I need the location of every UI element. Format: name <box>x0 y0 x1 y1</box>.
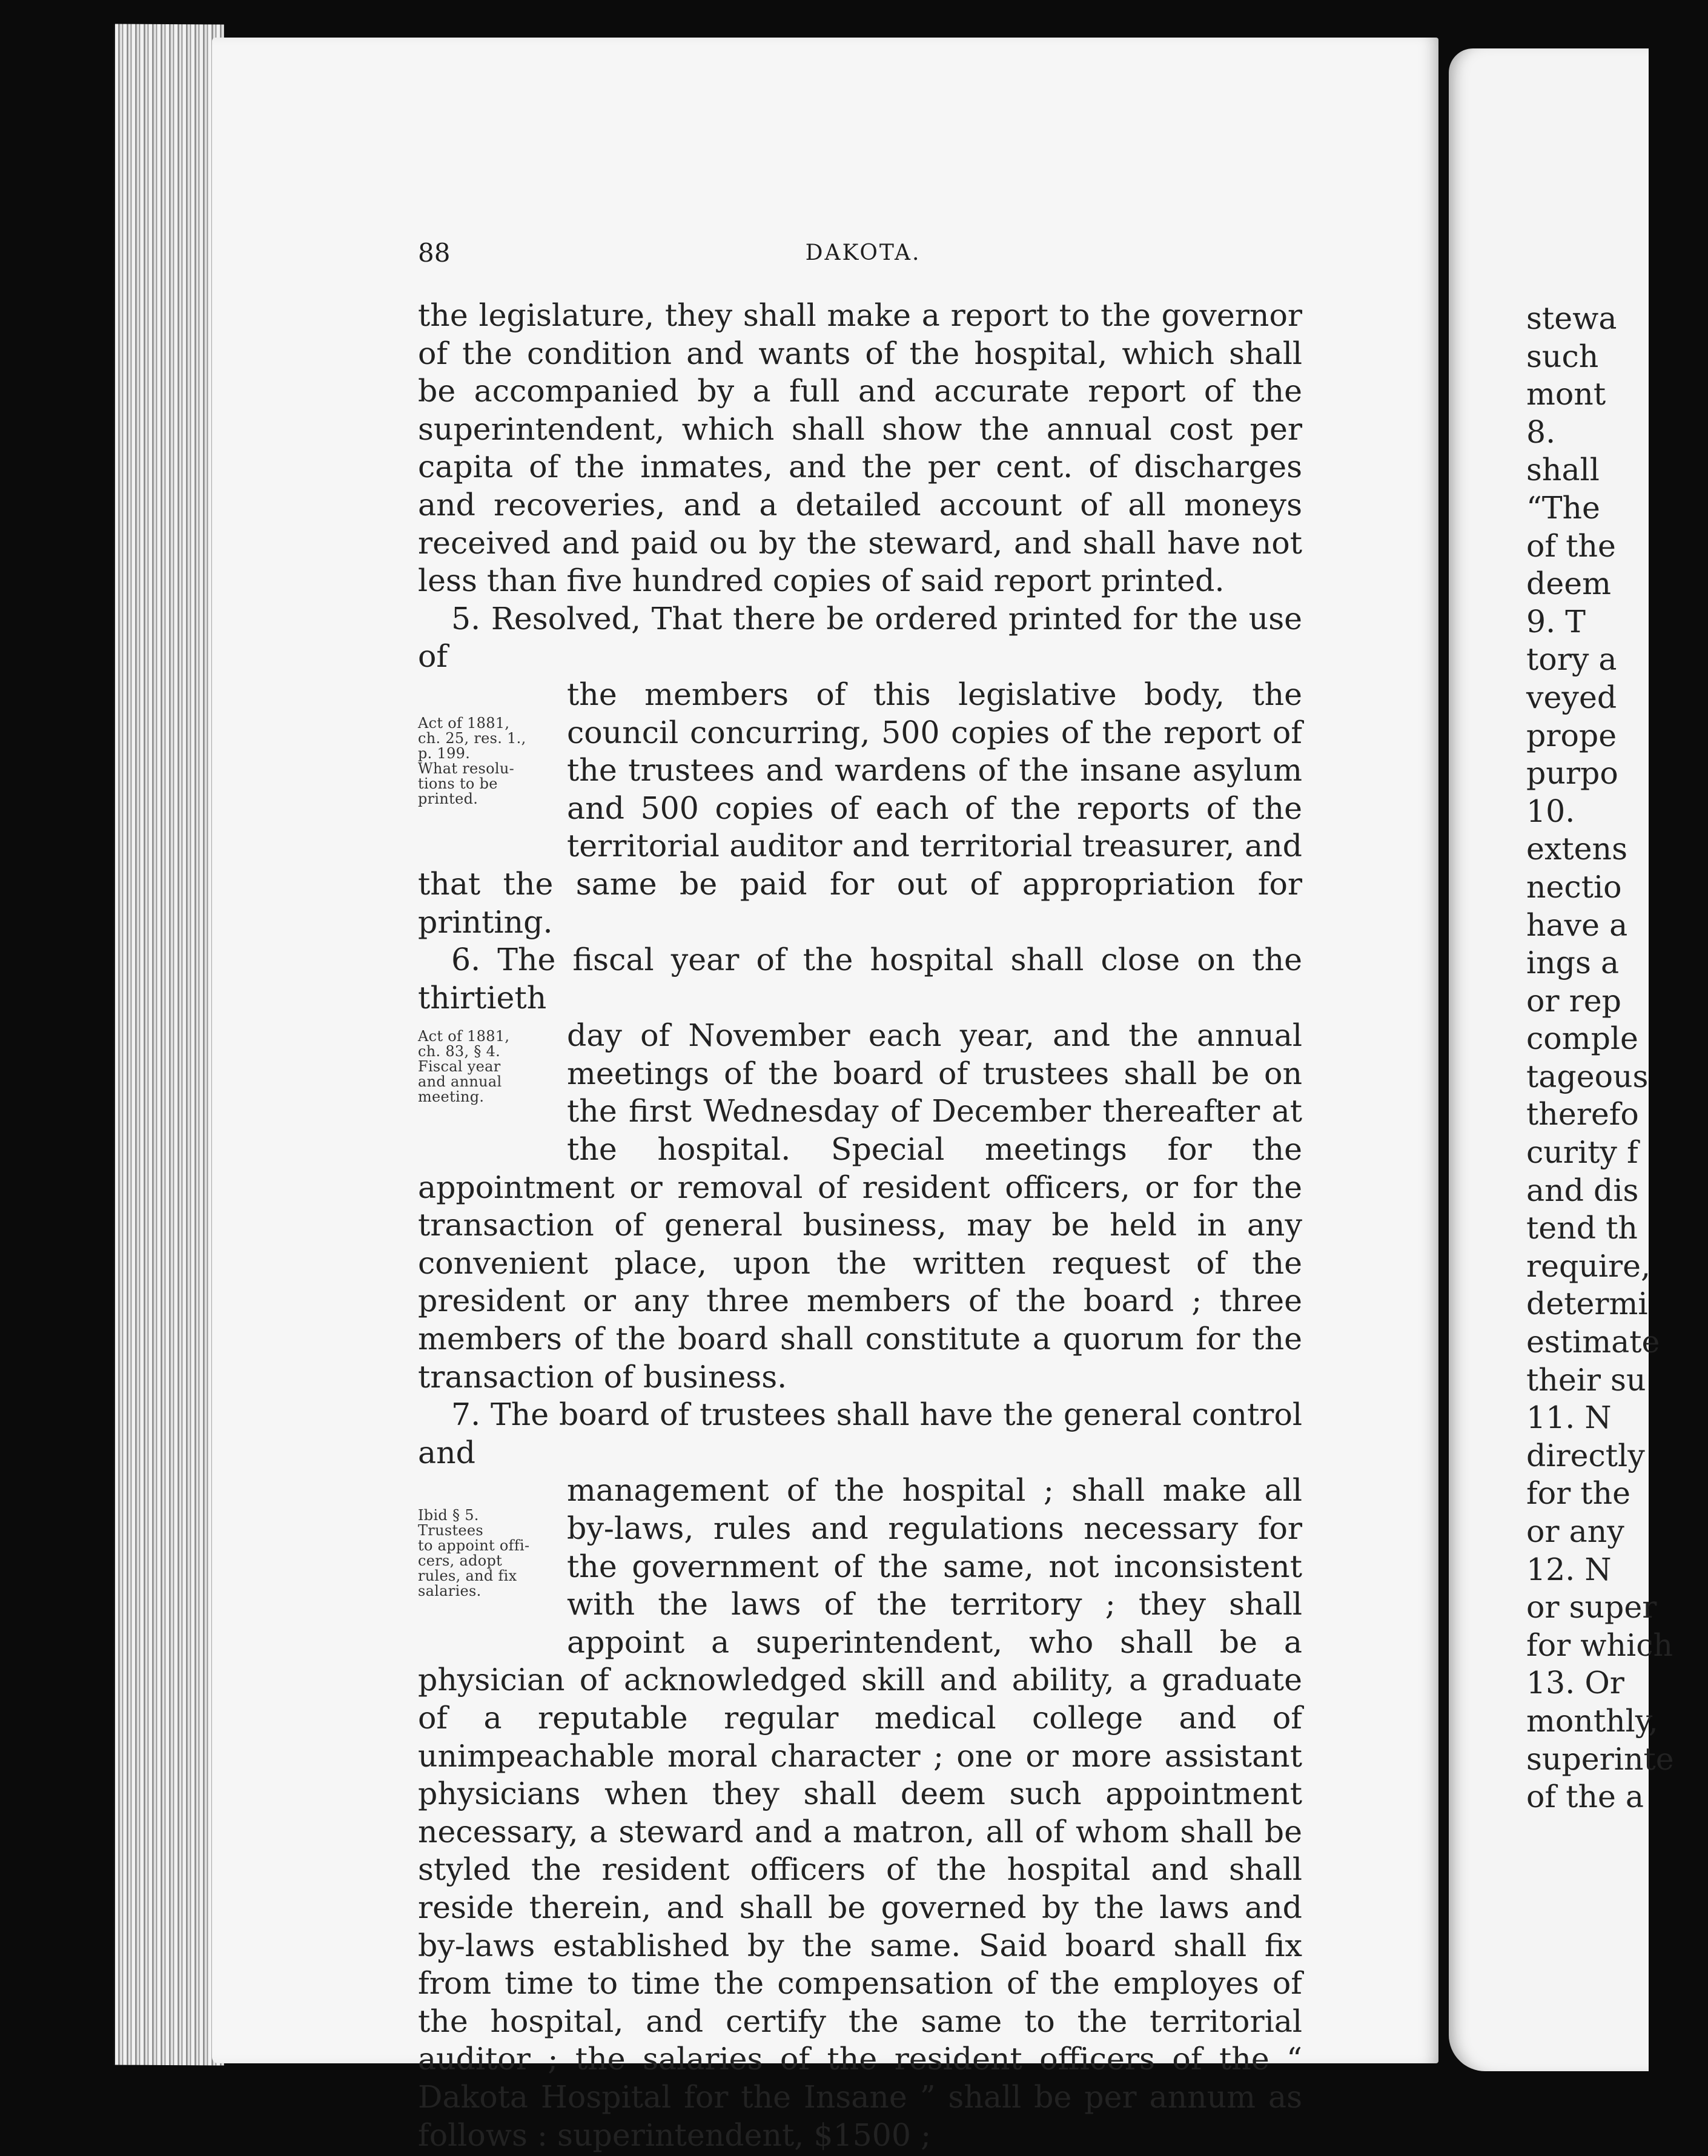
right-line: therefo <box>1526 1096 1639 1133</box>
right-line: of the a <box>1526 1779 1644 1815</box>
note-line: Fiscal year <box>418 1058 501 1076</box>
right-line: estimate <box>1526 1324 1660 1360</box>
right-line: 11. N <box>1526 1400 1612 1436</box>
note-line: cers, adopt <box>418 1552 503 1570</box>
right-line: tend th <box>1526 1210 1638 1246</box>
right-line: require, <box>1526 1248 1651 1284</box>
right-line: and dis <box>1526 1172 1639 1208</box>
margin-note-3 <box>418 1472 561 1661</box>
note-line: ch. 25, res. 1., <box>418 729 526 747</box>
right-line: veyed <box>1526 679 1617 715</box>
right-line: for which <box>1526 1627 1673 1663</box>
note-line: salaries. <box>418 1582 482 1600</box>
right-line: 12. N <box>1526 1551 1612 1587</box>
right-line: their su <box>1526 1361 1646 1398</box>
paragraph-6-lead: 6. The fiscal year of the hospital shall close on the thirtieth <box>418 942 1302 1016</box>
note-line: to appoint offi- <box>418 1537 530 1555</box>
right-line: 13. Or <box>1526 1665 1624 1701</box>
paragraph-4: the legislature, they shall make a report to the governor of the condition and wants of the hospital, which shall be accompanied by a full and accurate report of the superintendent, which shall show the annual cost per capita of the inmates, and the per cent. of discharges and recoveries, and a detailed account of all moneys received and paid ou by the steward, and shall have not less than five hundred copies of said report printed. <box>418 297 1302 599</box>
right-line: “The <box>1526 489 1600 526</box>
right-line: or rep <box>1526 982 1621 1019</box>
page-heading: DAKOTA. <box>805 240 921 265</box>
paragraph-7-lead: 7. The board of trustees shall have the general control and <box>418 1397 1302 1470</box>
right-line: such <box>1526 338 1599 374</box>
right-line: curity f <box>1526 1134 1638 1171</box>
note-line: printed. <box>418 790 478 807</box>
right-line: superinte <box>1526 1741 1674 1777</box>
right-line: prope <box>1526 717 1617 753</box>
book-page-edges <box>115 24 224 2066</box>
note-line: tions to be <box>418 775 498 792</box>
right-line: tory a <box>1526 641 1617 678</box>
right-line: directly <box>1526 1437 1645 1473</box>
note-line: rules, and fix <box>418 1567 517 1585</box>
right-line: or super <box>1526 1589 1657 1625</box>
right-line: extens <box>1526 831 1627 867</box>
note-line: Trustees <box>418 1522 484 1539</box>
right-line: shall <box>1526 452 1600 488</box>
right-line: have a <box>1526 907 1628 943</box>
right-line: 10. <box>1526 793 1575 829</box>
paragraph-6: day of November each year, and the annual meetings of the board of trustees shall be on the first Wednesday of December thereafter at the hospital. Special meetings for the appointment or removal of resident officers, or for the transaction of general business, may be held in any convenient place, upon the written request of the president or any three members of the board ; three members of the board shall constitute a quorum for the transaction of business. <box>418 1017 1302 1395</box>
right-line: stewa <box>1526 300 1617 336</box>
right-line: 9. T <box>1526 603 1586 640</box>
right-line: of the <box>1526 527 1616 564</box>
note-line: and annual <box>418 1073 502 1091</box>
right-line: or any <box>1526 1513 1624 1549</box>
note-line: What resolu- <box>418 759 514 777</box>
page-body <box>418 297 1302 2154</box>
right-line: tageous <box>1526 1058 1649 1094</box>
note-line: Act of 1881, <box>418 1028 510 1045</box>
note-line: meeting. <box>418 1088 485 1106</box>
note-line: ch. 83, § 4. <box>418 1043 501 1060</box>
right-line: determi <box>1526 1286 1648 1322</box>
right-line: deem <box>1526 566 1611 602</box>
right-line: monthly, <box>1526 1702 1658 1739</box>
right-line: purpo <box>1526 755 1618 792</box>
right-line: 8. <box>1526 414 1556 450</box>
paragraph-7: management of the hospital ; shall make all by-laws, rules and regulations necessary for the government of the same, not inconsistent with the laws of the territory ; they shall appoint a superintendent, who shall be a physician of acknowledged skill and ability, a graduate of a reputable regular medical college and of unimpeachable moral character ; one or more assistant physicians when they shall deem such appointment necessary, a steward and a matron, all of whom shall be styled the resident officers of the hospital and shall reside therein, and shall be governed by the laws and by-laws established by the same. Said board shall fix from time to time the compensation of the employes of the hospital, and certify the same to the territorial auditor ; the salaries of the resident officers of the “ Dakota Hospital for the Insane ” shall be per annum as follows : superintendent, $1500 ; <box>418 1472 1302 2153</box>
paragraph-5-lead: 5. Resolved, That there be ordered printed for the use of <box>418 600 1302 675</box>
note-line: Act of 1881, <box>418 714 510 732</box>
right-line: mont <box>1526 376 1606 412</box>
note-line: Ibid § 5. <box>418 1507 479 1524</box>
note-line: p. 199. <box>418 744 471 762</box>
margin-note-2 <box>418 1017 561 1168</box>
right-page-text <box>1526 300 1708 1816</box>
margin-note-1 <box>418 676 561 865</box>
right-line: comple <box>1526 1020 1638 1057</box>
right-line: nectio <box>1526 868 1622 905</box>
page-number: 88 <box>418 238 451 268</box>
right-line: ings a <box>1526 945 1620 981</box>
paragraph-5: the members of this legislative body, the council concurring, 500 copies of the report of the trustees and wardens of the insane asylum and 500 copies of each of the reports of the territorial auditor and territorial treasurer, and that the same be paid for out of appropriation for printing. <box>418 676 1302 940</box>
right-line: for the <box>1526 1475 1630 1512</box>
running-head <box>418 238 1308 274</box>
